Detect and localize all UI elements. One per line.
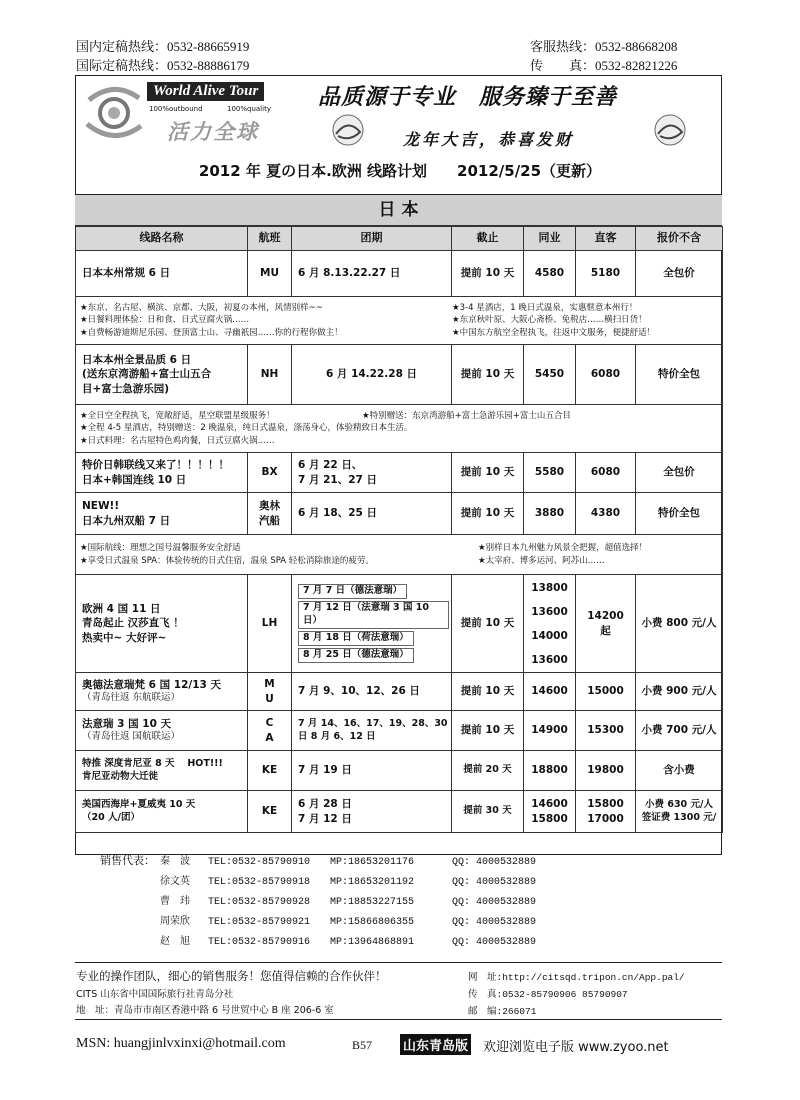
edition-tail: 欢迎浏览电子版 www.zyoo.net bbox=[483, 1040, 669, 1055]
tour-date-option: 8 月 18 日（荷法意瑞） bbox=[298, 631, 414, 646]
flight-code: NH bbox=[248, 345, 292, 405]
route-name: 日本本州常规 6 日 bbox=[76, 251, 248, 297]
flight-code: MU bbox=[248, 251, 292, 297]
direct-price bbox=[576, 575, 636, 673]
plan-title: 2012 年 夏の日本.欧洲 线路计划 2012/5/25（更新） bbox=[198, 162, 602, 180]
edition-badge: 山东青岛版 bbox=[400, 1034, 471, 1055]
note-line: ★日式料理：名古屋特色鸡肉餐，日式豆腐火锅…… bbox=[80, 435, 275, 446]
sales-rep-name: 曹 玮 bbox=[160, 896, 190, 907]
route-name-line: 肯尼亚动物大迁徙 bbox=[82, 770, 159, 782]
footer-divider bbox=[75, 962, 722, 963]
international-hotline: 国际定稿热线：0532-88886179 bbox=[76, 58, 250, 73]
sales-rep-tel: TEL:0532-85790921 bbox=[208, 917, 311, 928]
flight-code: BX bbox=[248, 453, 292, 493]
route-name bbox=[76, 791, 248, 833]
price-exclusion: 小费 700 元/人 bbox=[636, 711, 723, 751]
price-exclusion bbox=[636, 791, 723, 833]
trade-price-line: 15800 bbox=[531, 812, 568, 825]
sales-rep bbox=[160, 892, 536, 912]
trade-price-line: 13600 bbox=[531, 605, 568, 618]
tour-dates: 7 月 19 日 bbox=[292, 751, 452, 791]
note-line: ★自费畅游迪斯尼乐园、登顶富士山、寻幽祇园……你的行程你做主！ bbox=[80, 327, 343, 338]
flight-code-line: M bbox=[264, 678, 275, 691]
route-name-line: 特推 深度肯尼亚 8 天 HOT!!! bbox=[82, 757, 223, 769]
flight-code-line: C bbox=[265, 717, 274, 730]
direct-price: 6080 bbox=[576, 453, 636, 493]
sales-rep-mobile: MP:18653201176 bbox=[330, 857, 415, 868]
tour-dates: 6 月 14.22.28 日 bbox=[292, 345, 452, 405]
direct-price: 6080 bbox=[576, 345, 636, 405]
tour-date-line: 日 8 月 6、12 日 bbox=[298, 730, 376, 742]
flight-code bbox=[248, 493, 292, 535]
sales-rep-name: 秦 波 bbox=[160, 856, 190, 867]
sales-rep-mobile: MP:13964868891 bbox=[330, 937, 415, 948]
msn-contact: MSN: huangjinlvxinxi@hotmail.com bbox=[76, 1036, 286, 1051]
tour-dates: 6 月 18、25 日 bbox=[292, 493, 452, 535]
sales-rep-qq: QQ: 4000532889 bbox=[452, 937, 537, 948]
route-name-line: 法意瑞 3 国 10 天 bbox=[82, 718, 172, 730]
direct-price-line: 17000 bbox=[587, 812, 624, 825]
trade-price: 4580 bbox=[524, 251, 576, 297]
route-name-line: （青岛往返 东航联运） bbox=[82, 692, 181, 704]
sales-rep-mobile: MP:18653201192 bbox=[330, 877, 415, 888]
route-name bbox=[76, 493, 248, 535]
sales-rep-tel: TEL:0532-85790916 bbox=[208, 937, 311, 948]
notes-row bbox=[76, 297, 723, 345]
price-exclusion: 小费 800 元/人 bbox=[636, 575, 723, 673]
footer-company: CITS 山东省中国国际旅行社青岛分社 bbox=[76, 989, 234, 1000]
brand-tag-right: 100%quality bbox=[227, 105, 271, 113]
header-cell: 截止 bbox=[452, 227, 524, 251]
table-row bbox=[76, 493, 723, 535]
deadline: 提前 10 天 bbox=[452, 453, 524, 493]
tour-dates bbox=[292, 575, 452, 673]
direct-price: 19800 bbox=[576, 751, 636, 791]
trade-price-line: 13800 bbox=[531, 581, 568, 594]
table-header bbox=[76, 227, 723, 251]
sales-rep-qq: QQ: 4000532889 bbox=[452, 857, 537, 868]
brand-logo bbox=[77, 78, 292, 148]
note-line: ★全程 4-5 星酒店，特别赠送：2 晚温泉，纯日式温泉，涤荡身心，体验精致日本生活。 bbox=[80, 423, 413, 434]
route-name-line: 热卖中~ 大好评~ bbox=[82, 631, 167, 644]
deadline: 提前 10 天 bbox=[452, 575, 524, 673]
table-row bbox=[76, 453, 723, 493]
route-name bbox=[76, 345, 248, 405]
flight-code-line: 汽船 bbox=[259, 514, 280, 527]
greeting: 龙年大吉，恭喜发财 bbox=[403, 130, 575, 149]
route-notes bbox=[76, 535, 723, 575]
deadline: 提前 10 天 bbox=[452, 711, 524, 751]
deadline: 提前 10 天 bbox=[452, 345, 524, 405]
price-exclusion: 小费 900 元/人 bbox=[636, 673, 723, 711]
sun-swirl-logo-icon bbox=[79, 80, 149, 146]
sales-list bbox=[160, 852, 536, 952]
sales-rep-tel: TEL:0532-85790918 bbox=[208, 877, 311, 888]
footer-website: 网 址:http://citsqd.tripon.cn/App.pal/ bbox=[468, 972, 685, 983]
notes-row bbox=[76, 405, 723, 453]
sales-rep-qq: QQ: 4000532889 bbox=[452, 897, 537, 908]
note-line: ★东京秋叶原、大阪心斋桥、免税店……横扫日货！ bbox=[452, 315, 647, 326]
table-row bbox=[76, 711, 723, 751]
deadline: 提前 20 天 bbox=[452, 751, 524, 791]
slogan: 品质源于专业 服务臻于至善 bbox=[318, 85, 618, 110]
sales-rep-qq: QQ: 4000532889 bbox=[452, 877, 537, 888]
sales-rep-name: 徐文英 bbox=[160, 876, 190, 887]
price-exclusion: 特价全包 bbox=[636, 493, 723, 535]
trade-price bbox=[524, 575, 576, 673]
footer-zip: 邮 编:266071 bbox=[468, 1006, 537, 1017]
flight-code-line: A bbox=[265, 731, 274, 744]
fax-hotline: 传 真：0532-82821226 bbox=[530, 58, 678, 73]
sales-rep-mobile: MP:15866806355 bbox=[330, 917, 415, 928]
deadline: 提前 10 天 bbox=[452, 493, 524, 535]
route-name-line: 青岛起止 汉莎直飞 ！ bbox=[82, 617, 184, 630]
trade-price-line: 13600 bbox=[531, 653, 568, 666]
trade-price-line: 14600 bbox=[531, 798, 568, 811]
section-title: 日 本 bbox=[75, 194, 722, 226]
tour-dates bbox=[292, 453, 452, 493]
direct-price bbox=[576, 791, 636, 833]
deadline: 提前 10 天 bbox=[452, 251, 524, 297]
flight-code-line: 奥林 bbox=[259, 500, 280, 513]
header-cell: 同业 bbox=[524, 227, 576, 251]
route-notes bbox=[76, 405, 723, 453]
page-number: B57 bbox=[352, 1038, 373, 1052]
sales-rep-qq: QQ: 4000532889 bbox=[452, 917, 537, 928]
route-name-line: （20 人/团） bbox=[82, 811, 140, 823]
direct-price-line: 15800 bbox=[587, 798, 624, 811]
tour-date-line: 7 月 21、27 日 bbox=[298, 473, 377, 486]
tour-date-option: 7 月 12 日（法意瑞 3 国 10 日） bbox=[298, 601, 449, 629]
route-name-line: 特价日韩联线又来了！！！！！ bbox=[82, 459, 229, 472]
note-line: ★中国东方航空全程执飞，往返中文服务，便捷舒适！ bbox=[452, 327, 656, 338]
sales-rep bbox=[160, 852, 536, 872]
sales-rep-tel: TEL:0532-85790910 bbox=[208, 857, 311, 868]
sales-rep-mobile: MP:18853227155 bbox=[330, 897, 415, 908]
sales-rep-name: 赵 旭 bbox=[160, 936, 190, 947]
flight-code bbox=[248, 673, 292, 711]
price-exclusion: 特价全包 bbox=[636, 345, 723, 405]
sales-label: 销售代表： bbox=[100, 854, 155, 867]
tour-date-line: 7 月 14、16、17、19、28、30 bbox=[298, 717, 448, 729]
flight-code: KE bbox=[248, 791, 292, 833]
sales-rep-name: 周荣欣 bbox=[160, 916, 190, 927]
footer-bottom-divider bbox=[75, 1019, 722, 1020]
tour-dates: 6 月 8.13.22.27 日 bbox=[292, 251, 452, 297]
tour-date-option: 8 月 25 日（德法意瑞） bbox=[298, 648, 414, 663]
note-line: ★别样日本九州魅力风景全把握，超值选择！ bbox=[478, 543, 648, 554]
domestic-hotline: 国内定稿热线：0532-88665919 bbox=[76, 39, 250, 54]
price-exclusion-line: 签证费 1300 元/ bbox=[641, 811, 717, 823]
flight-code-line: U bbox=[265, 692, 274, 705]
deadline: 提前 30 天 bbox=[452, 791, 524, 833]
route-name-line: （青岛往返 国航联运） bbox=[82, 731, 181, 743]
tour-date-option: 7 月 7 日（德法意瑞） bbox=[298, 584, 407, 599]
table-row bbox=[76, 751, 723, 791]
header-cell: 线路名称 bbox=[76, 227, 248, 251]
route-name-line: 日本九州双船 7 日 bbox=[82, 514, 171, 527]
table-row bbox=[76, 345, 723, 405]
direct-price-line: 起 bbox=[600, 624, 611, 637]
route-name bbox=[76, 711, 248, 751]
trade-price: 14900 bbox=[524, 711, 576, 751]
brand-name-en: World Alive Tour bbox=[147, 82, 264, 101]
sales-rep bbox=[160, 872, 536, 892]
footer-fax: 传 真:0532-85790906 85790907 bbox=[468, 989, 628, 1000]
note-line: ★享受日式温泉 SPA：体验传统的日式住宿，温泉 SPA 轻松消除旅途的疲劳。 bbox=[80, 555, 374, 566]
route-notes bbox=[76, 297, 723, 345]
route-name-line: NEW!! bbox=[82, 500, 120, 513]
notes-row bbox=[76, 535, 723, 575]
dragon-icon bbox=[330, 112, 366, 148]
sales-rep bbox=[160, 932, 536, 952]
direct-price-line: 14200 bbox=[587, 610, 624, 623]
tour-dates bbox=[292, 791, 452, 833]
table-row bbox=[76, 673, 723, 711]
direct-price: 4380 bbox=[576, 493, 636, 535]
sales-rep bbox=[160, 912, 536, 932]
trade-price: 18800 bbox=[524, 751, 576, 791]
trade-price: 14600 bbox=[524, 673, 576, 711]
trade-price-line: 14000 bbox=[531, 629, 568, 642]
header-cell: 团期 bbox=[292, 227, 452, 251]
tour-date-line: 6 月 28 日 bbox=[298, 798, 352, 811]
dragon-icon bbox=[652, 112, 688, 148]
tour-date-line: 7 月 12 日 bbox=[298, 812, 352, 825]
itinerary-table bbox=[75, 226, 723, 833]
note-line: ★东京、名古屋、横滨、京都、大阪，初夏の本州，风情别样~~ bbox=[80, 303, 323, 314]
note-line: ★日餐料理体验：日和食、日式豆腐火锅…… bbox=[80, 315, 250, 326]
header-cell: 直客 bbox=[576, 227, 636, 251]
note-line: ★全日空全程执飞，宽敞舒适，星空联盟星级服务！ bbox=[80, 411, 275, 422]
flight-code: KE bbox=[248, 751, 292, 791]
route-name-line: 日本+韩国连线 10 日 bbox=[82, 473, 187, 486]
route-name-line: 日本本州全景品质 6 日 bbox=[82, 354, 192, 367]
sales-rep-tel: TEL:0532-85790928 bbox=[208, 897, 311, 908]
deadline: 提前 10 天 bbox=[452, 673, 524, 711]
note-line: ★国际航线：理想之国号温馨服务安全舒适 bbox=[80, 543, 241, 554]
price-exclusion-line: 小费 630 元/人 bbox=[645, 798, 713, 810]
price-exclusion: 全包价 bbox=[636, 251, 723, 297]
route-name bbox=[76, 673, 248, 711]
flight-code bbox=[248, 711, 292, 751]
table-row bbox=[76, 575, 723, 673]
footer-motto: 专业的操作团队，细心的销售服务！您值得信赖的合作伙伴！ bbox=[76, 969, 387, 983]
direct-price: 15000 bbox=[576, 673, 636, 711]
table-row bbox=[76, 791, 723, 833]
table-row bbox=[76, 251, 723, 297]
route-name-line: (送东京湾游船+富士山五合 bbox=[82, 368, 212, 381]
service-hotline: 客服热线：0532-88668208 bbox=[530, 39, 678, 54]
tour-date-line: 6 月 22 日、 bbox=[298, 459, 363, 472]
brand-tag-left: 100%outbound bbox=[149, 105, 203, 113]
route-name bbox=[76, 453, 248, 493]
route-name-line: 美国西海岸+夏威夷 10 天 bbox=[82, 798, 196, 810]
footer-address: 地 址：青岛市市南区香港中路 6 号世贸中心 B 座 206-6 室 bbox=[76, 1005, 334, 1016]
direct-price: 5180 bbox=[576, 251, 636, 297]
trade-price: 3880 bbox=[524, 493, 576, 535]
route-name bbox=[76, 751, 248, 791]
note-line: ★3-4 星酒店，1 晚日式温泉，实惠惬意本州行！ bbox=[452, 303, 638, 314]
note-line: ★特别赠送：东京湾游船+富士急游乐园+富士山五合目 bbox=[362, 411, 571, 422]
tour-dates: 7 月 9、10、12、26 日 bbox=[292, 673, 452, 711]
note-line: ★太宰府、博多运河、阿苏山…… bbox=[478, 555, 605, 566]
trade-price bbox=[524, 791, 576, 833]
route-name bbox=[76, 575, 248, 673]
price-exclusion: 全包价 bbox=[636, 453, 723, 493]
route-name-line: 目+富士急游乐园) bbox=[82, 382, 170, 395]
flight-code: LH bbox=[248, 575, 292, 673]
price-exclusion: 含小费 bbox=[636, 751, 723, 791]
route-name-line: 奥德法意瑞梵 6 国 12/13 天 bbox=[82, 679, 221, 691]
header-cell: 报价不含 bbox=[636, 227, 723, 251]
direct-price: 15300 bbox=[576, 711, 636, 751]
header-cell: 航班 bbox=[248, 227, 292, 251]
trade-price: 5450 bbox=[524, 345, 576, 405]
brand-name-cn: 活力全球 bbox=[167, 120, 259, 144]
tour-dates bbox=[292, 711, 452, 751]
route-name-line: 欧洲 4 国 11 日 bbox=[82, 603, 161, 616]
trade-price: 5580 bbox=[524, 453, 576, 493]
